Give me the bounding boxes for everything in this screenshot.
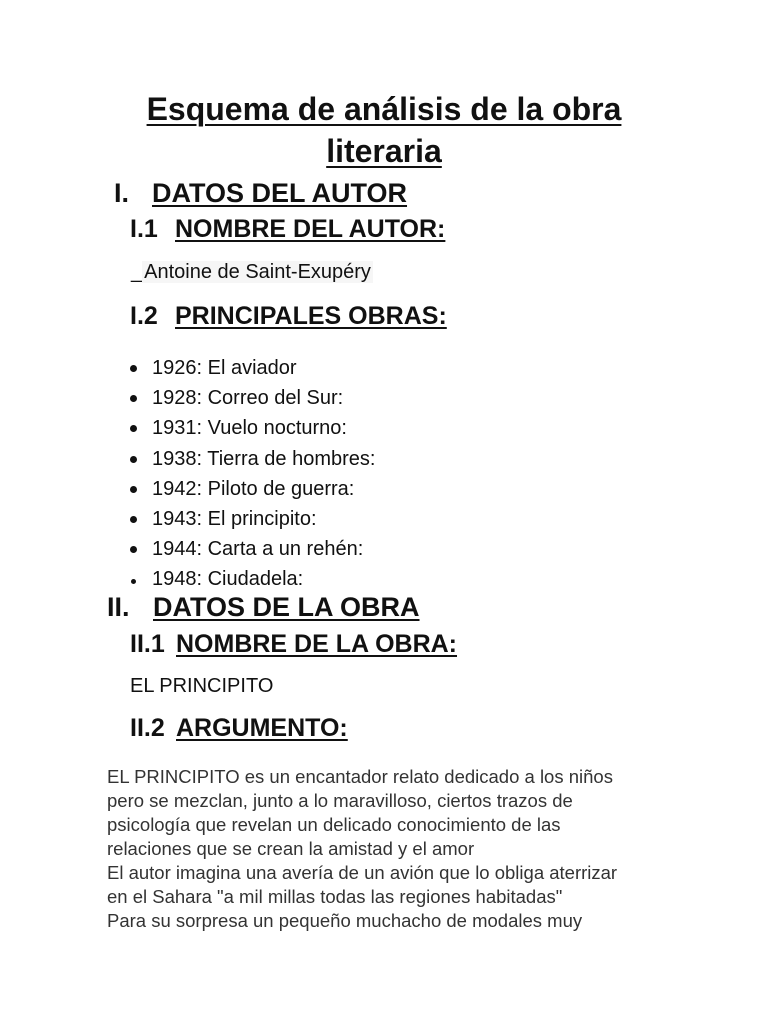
title-line-1: Esquema de análisis de la obra	[146, 91, 622, 127]
subsection-title: NOMBRE DE LA OBRA:	[176, 630, 458, 658]
section-title: DATOS DE LA OBRA	[153, 592, 420, 622]
bullet-icon	[131, 579, 136, 584]
works-list	[130, 353, 375, 595]
section-number: II.	[107, 592, 130, 622]
subsection-heading-argumento	[130, 714, 348, 743]
subsection-title: PRINCIPALES OBRAS:	[175, 302, 447, 330]
subsection-heading-nombre-obra	[130, 630, 457, 659]
title-line-2: literaria	[326, 133, 442, 169]
bullet-icon	[130, 486, 137, 493]
bullet-icon	[130, 546, 137, 553]
bullet-icon	[130, 365, 137, 372]
subsection-number: II.1	[130, 630, 165, 658]
list-item: 1948: Ciudadela:	[130, 564, 375, 594]
paragraph-line: pero se mezclan, junto a lo maravilloso, ciertos trazos de	[107, 790, 573, 811]
list-item: 1931: Vuelo nocturno:	[130, 413, 375, 443]
subsection-heading-principales-obras	[130, 302, 447, 331]
paragraph-line: EL PRINCIPITO es un encantador relato dedicado a los niños	[107, 766, 613, 787]
bullet-icon	[130, 516, 137, 523]
subsection-number: II.2	[130, 714, 165, 742]
subsection-number: I.1	[130, 215, 158, 243]
subsection-heading-nombre-autor	[130, 215, 445, 244]
paragraph-line: en el Sahara "a mil millas todas las regiones habitadas"	[107, 886, 563, 907]
section-heading-datos-autor	[114, 178, 407, 209]
list-item: 1942: Piloto de guerra:	[130, 474, 375, 504]
document-title	[84, 88, 684, 172]
paragraph-line: relaciones que se crean la amistad y el amor	[107, 838, 475, 859]
list-item: 1943: El principito:	[130, 504, 375, 534]
bullet-icon	[130, 456, 137, 463]
paragraph-line: psicología que revelan un delicado conocimiento de las	[107, 814, 561, 835]
paragraph-line: El autor imagina una avería de un avión que lo obliga aterrizar	[107, 862, 618, 883]
bullet-icon	[130, 425, 137, 432]
author-name-value: Antoine de Saint-Exupéry	[144, 261, 371, 283]
subsection-title: ARGUMENTO:	[176, 714, 348, 742]
argument-paragraph	[107, 765, 707, 933]
section-number: I.	[114, 178, 130, 208]
author-name	[131, 261, 373, 284]
list-item: 1928: Correo del Sur:	[130, 383, 375, 413]
section-title: DATOS DEL AUTOR	[152, 178, 408, 208]
list-item: 1938: Tierra de hombres:	[130, 444, 375, 474]
work-name-value: EL PRINCIPITO	[130, 675, 274, 697]
subsection-title: NOMBRE DEL AUTOR:	[175, 215, 446, 243]
list-item: 1944: Carta a un rehén:	[130, 534, 375, 564]
list-item: 1926: El aviador	[130, 353, 375, 383]
bullet-icon	[130, 395, 137, 402]
paragraph-line: Para su sorpresa un pequeño muchacho de modales muy	[107, 910, 583, 931]
section-heading-datos-obra	[107, 592, 420, 623]
author-underscore: _	[131, 261, 143, 283]
subsection-number: I.2	[130, 302, 158, 330]
